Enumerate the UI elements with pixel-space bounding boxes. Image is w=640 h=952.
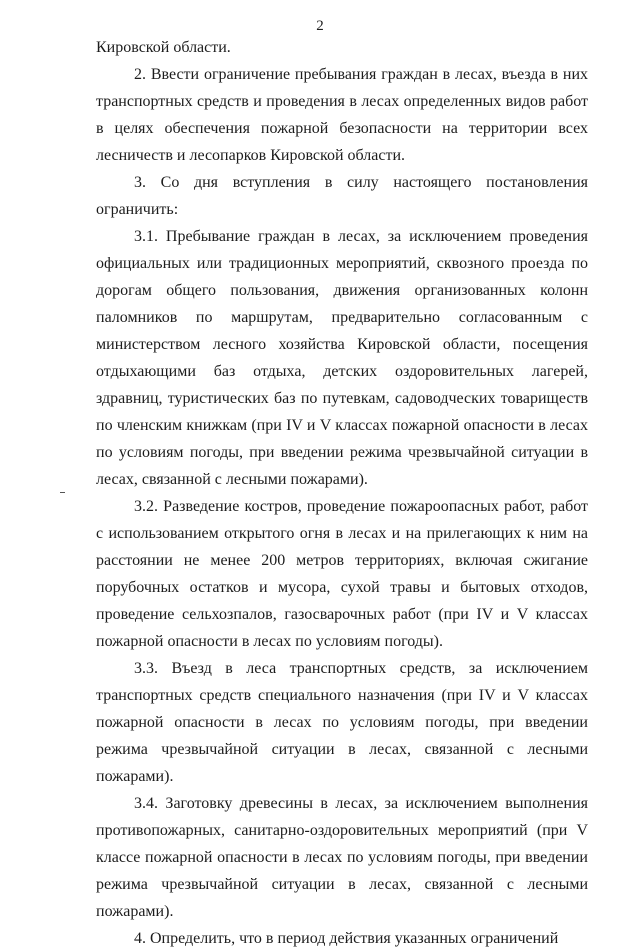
margin-mark [60, 492, 65, 493]
paragraph-item-3-1: 3.1. Пребывание граждан в лесах, за исключением проведения официальных или традиционных мероприятий, сквозного проезда по дорогам общего пользования, движения организованных колонн паломников по маршрутам, предварительно согласованным с министерством лесного хозяйства Кировской области, посещения отдыхающими баз отдыха, детских оздоровительных лагерей, здравниц, туристических баз по путевкам, садоводческих товариществ по членским книжкам (при IV и V классах пожарной опасности в лесах по условиям погоды, при введении режима чрезвычайной ситуации в лесах, связанной с лесными пожарами). [96, 228, 588, 488]
page-number: 2 [316, 18, 324, 34]
paragraph-item-2: 2. Ввести ограничение пребывания граждан в лесах, въезда в них транспортных средств и проведения в лесах определенных видов работ в целях обеспечения пожарной безопасности на территории всех лесничеств и лесопарков Кировской области. [96, 66, 588, 164]
paragraph-item-3-3: 3.3. Въезд в леса транспортных средств, за исключением транспортных средств специального назначения (при IV и V классах пожарной опасности в лесах по условиям погоды, при введении режима чрезвычайной ситуации в лесах, связанной с лесными пожарами). [96, 660, 588, 785]
paragraph-item-3-4: 3.4. Заготовку древесины в лесах, за исключением выполнения противопожарных, санитарно-оздоровительных мероприятий (при V классе пожарной опасности в лесах по условиям погоды, при введении режима чрезвычайной ситуации в лесах, связанной с лесными пожарами). [96, 795, 588, 920]
paragraph-continuation: Кировской области. [96, 39, 231, 56]
document-body [96, 34, 588, 952]
paragraph-item-4: 4. Определить, что в период действия указанных ограничений [134, 930, 559, 947]
paragraph-item-3-2: 3.2. Разведение костров, проведение пожароопасных работ, работ с использованием открытого огня в лесах и на прилегающих к ним на расстоянии не менее 200 метров территориях, включая сжигание порубочных остатков и мусора, сухой травы и бытовых отходов, проведение сельхозпалов, газосварочных работ (при IV и V классах пожарной опасности в лесах по условиям погоды). [96, 498, 588, 650]
paragraph-item-3: 3. Со дня вступления в силу настоящего постановления ограничить: [96, 174, 588, 218]
